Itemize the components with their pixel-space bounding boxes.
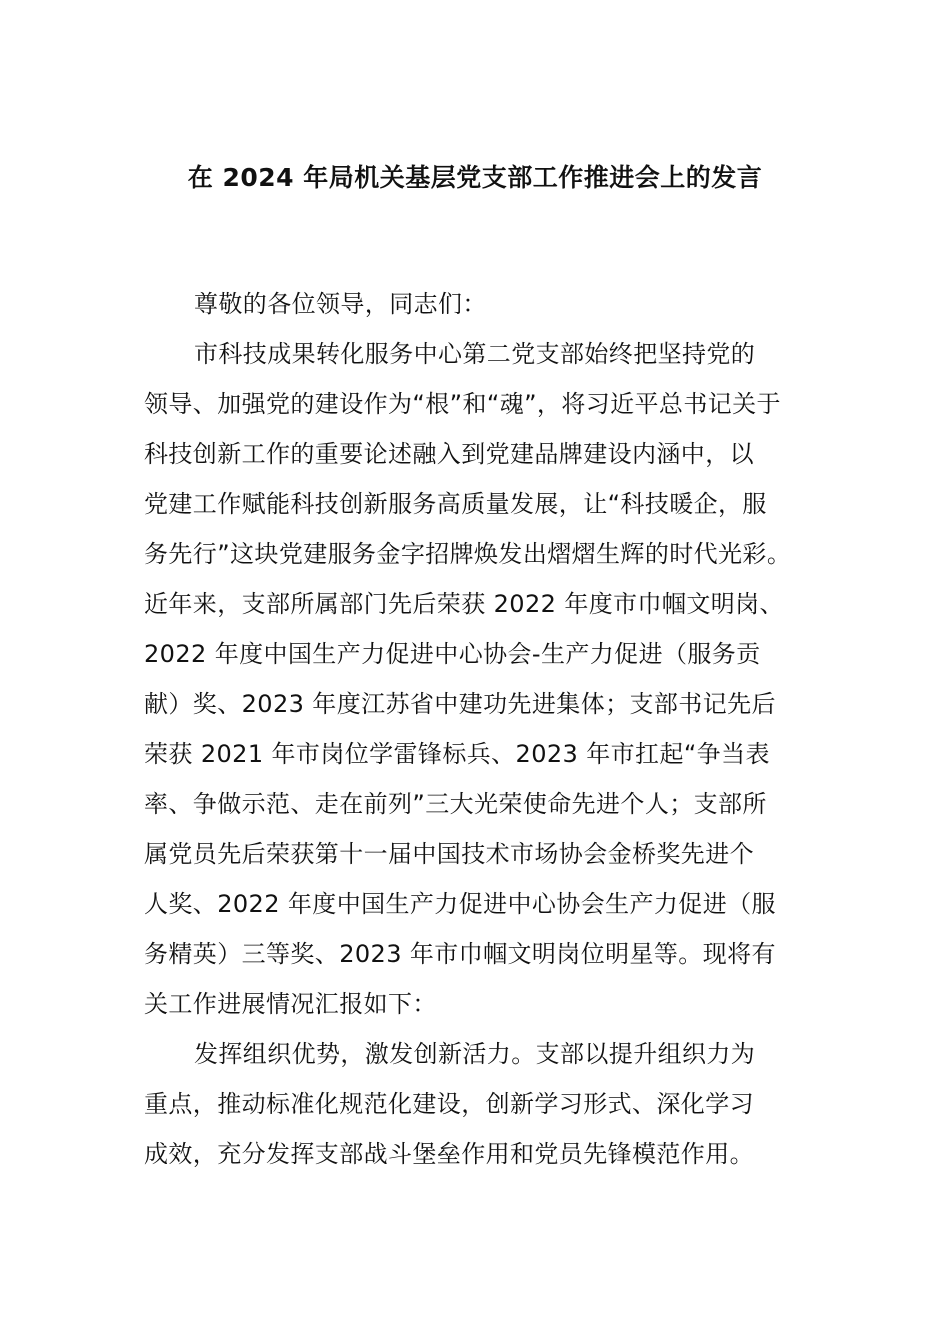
text-line: 党建工作赋能科技创新服务高质量发展，让“科技暖企，服	[144, 490, 767, 518]
text-line: 近年来，支部所属部门先后荣获 2022 年度市巾帼文明岗、	[144, 590, 784, 618]
text-line: 务先行”这块党建服务金字招牌焕发出熠熠生辉的时代光彩。	[144, 540, 792, 568]
text-line: 荣获 2021 年市岗位学雷锋标兵、2023 年市扛起“争当表	[144, 740, 770, 768]
text-line: 关工作进展情况汇报如下：	[144, 990, 437, 1018]
text-line: 献）奖、2023 年度江苏省中建功先进集体；支部书记先后	[144, 690, 776, 718]
text-line: 2022 年度中国生产力促进中心协会-生产力促进（服务贡	[144, 640, 761, 668]
text-line: 市科技成果转化服务中心第二党支部始终把坚持党的	[194, 340, 756, 368]
document-body	[144, 279, 844, 1179]
text-line: 属党员先后荣获第十一届中国技术市场协会金桥奖先进个	[144, 840, 754, 868]
text-line: 领导、加强党的建设作为“根”和“魂”，将习近平总书记关于	[144, 390, 781, 418]
text-line: 科技创新工作的重要论述融入到党建品牌建设内涵中，以	[144, 440, 754, 468]
text-line: 率、争做示范、走在前列”三大光荣使命先进个人；支部所	[144, 790, 767, 818]
text-line: 成效，充分发挥支部战斗堡垒作用和党员先锋模范作用。	[144, 1140, 754, 1168]
text-line: 务精英）三等奖、2023 年市巾帼文明岗位明星等。现将有	[144, 940, 776, 968]
document-title: 在 2024 年局机关基层党支部工作推进会上的发言	[187, 163, 763, 192]
text-line: 发挥组织优势，激发创新活力。支部以提升组织力为	[194, 1040, 756, 1068]
text-line: 重点，推动标准化规范化建设，创新学习形式、深化学习	[144, 1090, 754, 1118]
text-line: 尊敬的各位领导，同志们：	[194, 290, 487, 318]
text-line: 人奖、2022 年度中国生产力促进中心协会生产力促进（服	[144, 890, 776, 918]
